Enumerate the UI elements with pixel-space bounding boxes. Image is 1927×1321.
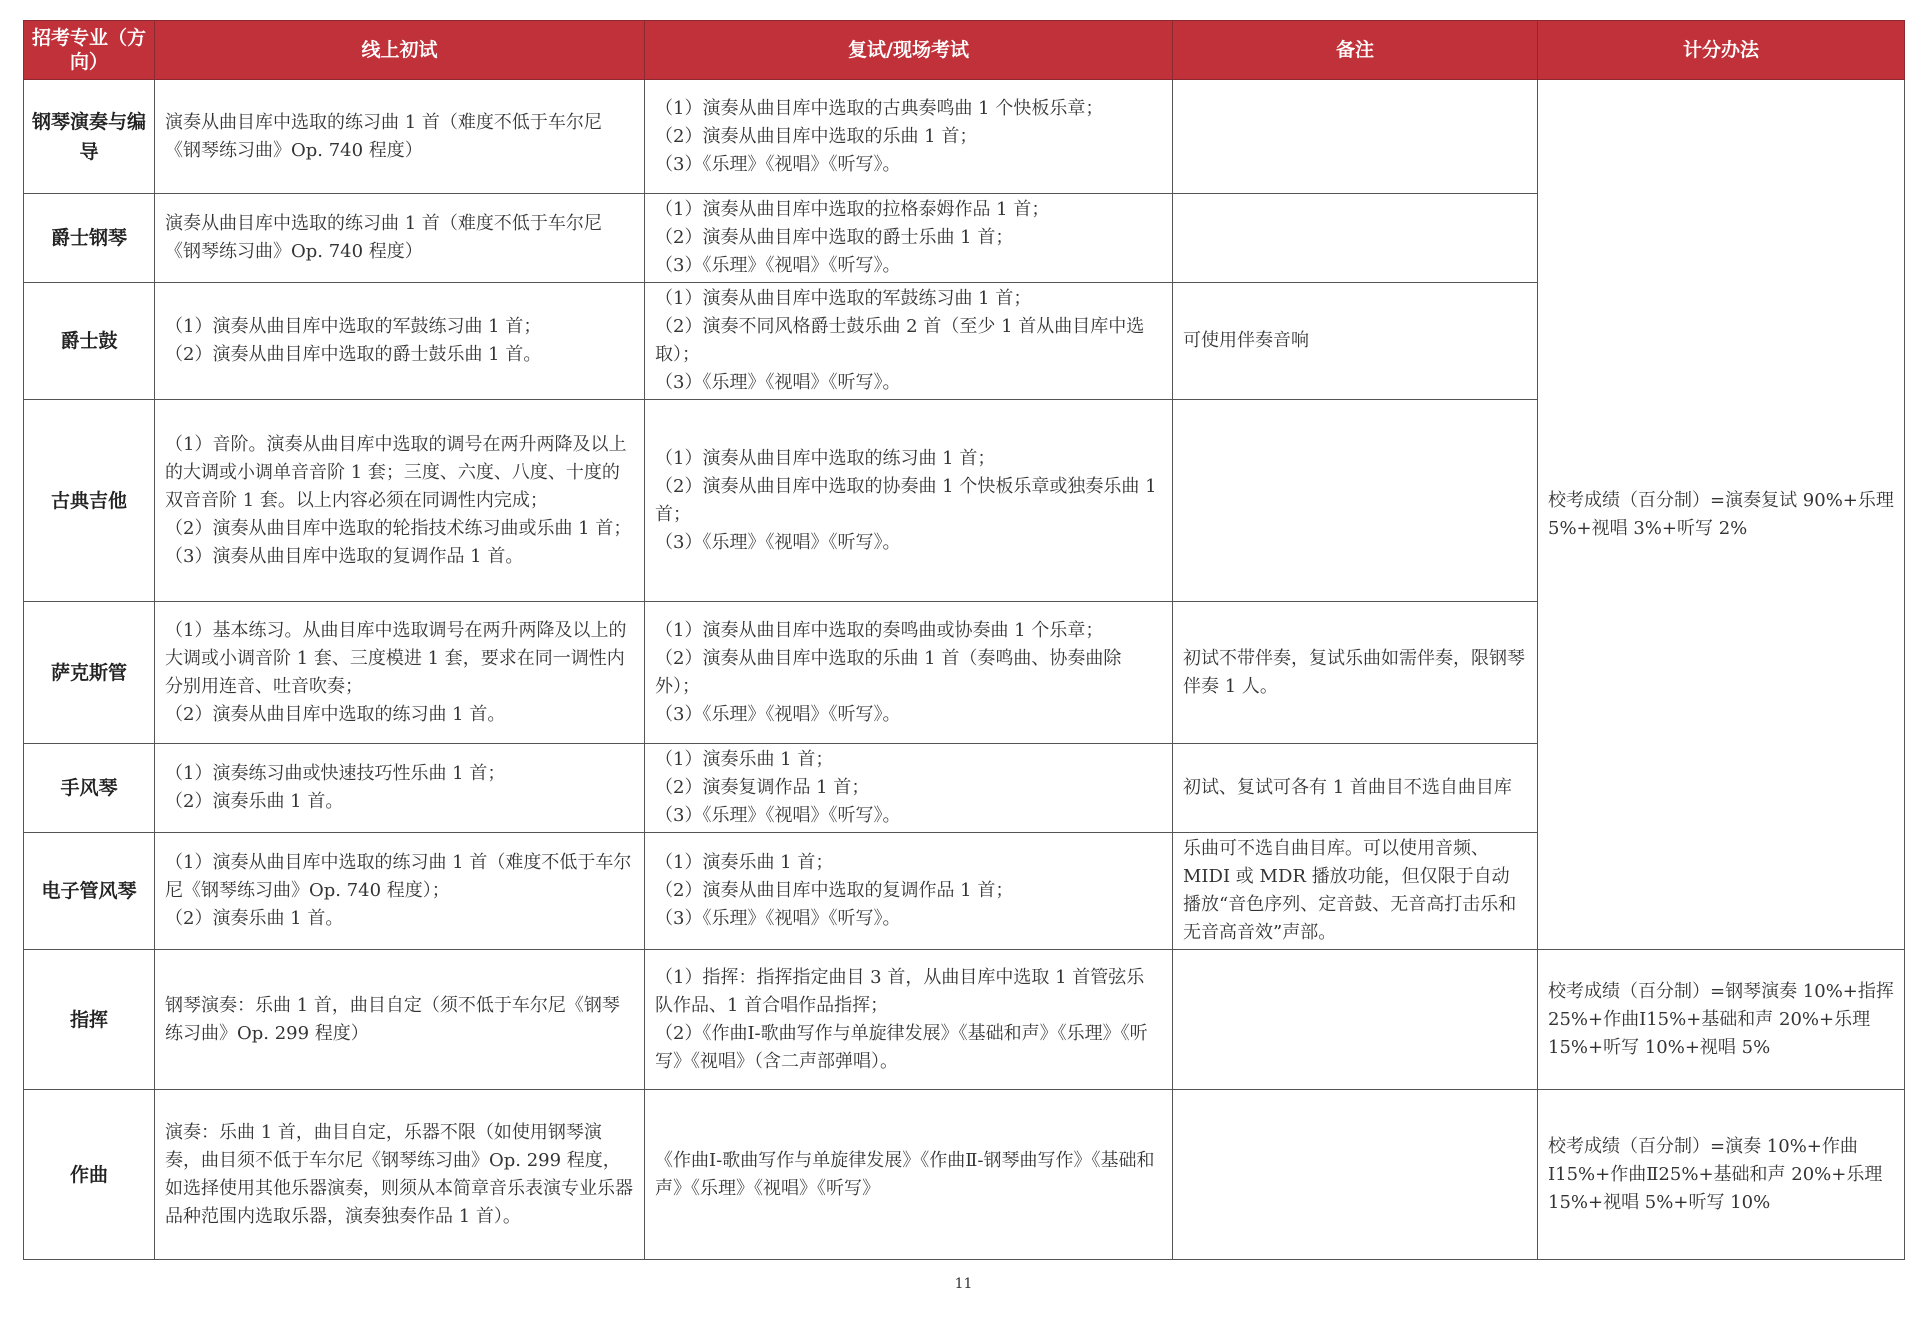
table-row — [24, 1090, 1905, 1260]
onsite-item: （1）演奏乐曲 1 首； — [655, 852, 834, 873]
online-item: （2）演奏乐曲 1 首。 — [165, 908, 344, 929]
remark-cell — [1173, 194, 1538, 283]
remark-cell — [1173, 80, 1538, 194]
online-item: （3）演奏从曲目库中选取的复调作品 1 首。 — [165, 545, 524, 567]
major-cell: 作曲 — [24, 1090, 155, 1260]
remark-item: 初试不带伴奏，复试乐曲如需伴奏，限钢琴伴奏 1 人。 — [1183, 647, 1525, 697]
onsite-item: 《作曲Ⅰ-歌曲写作与单旋律发展》《作曲Ⅱ-钢琴曲写作》《基础和声》《乐理》《视唱》《听写》 — [655, 1149, 1155, 1199]
remark-cell — [1173, 283, 1538, 400]
onsite-item: （3）《乐理》《视唱》《听写》。 — [655, 372, 901, 393]
onsite-item: （1）演奏从曲目库中选取的拉格泰姆作品 1 首； — [655, 199, 1050, 220]
remark-cell — [1173, 400, 1538, 602]
onsite-item: （1）指挥：指挥指定曲目 3 首，从曲目库中选取 1 首管弦乐队作品、1 首合唱作品指挥； — [655, 966, 1145, 1016]
online-cell — [155, 1090, 645, 1260]
onsite-item: （2）演奏从曲目库中选取的爵士乐曲 1 首； — [655, 227, 1014, 248]
header-onsite-exam: 复试/现场考试 — [645, 21, 1173, 80]
online-item: （1）基本练习。从曲目库中选取调号在两升两降及以上的大调或小调音阶 1 套、三度模进 1 套，要求在同一调性内分别用连音、吐音吹奏； — [165, 619, 627, 697]
onsite-item: （2）演奏从曲目库中选取的协奏曲 1 个快板乐章或独奏乐曲 1 首； — [655, 475, 1157, 525]
scoring-cell: 校考成绩（百分制）=演奏 10%+作曲Ⅰ15%+作曲Ⅱ25%+基础和声 20%+乐理 15%+视唱 5%+听写 10% — [1538, 1090, 1905, 1260]
onsite-item: （2）演奏从曲目库中选取的乐曲 1 首（奏鸣曲、协奏曲除外）； — [655, 647, 1122, 697]
major-cell: 古典吉他 — [24, 400, 155, 602]
online-cell — [155, 744, 645, 833]
major-cell: 手风琴 — [24, 744, 155, 833]
remark-item: 可使用伴奏音响 — [1183, 330, 1309, 351]
onsite-cell — [645, 194, 1173, 283]
onsite-cell — [645, 400, 1173, 602]
header-online-exam: 线上初试 — [155, 21, 645, 80]
onsite-cell — [645, 1090, 1173, 1260]
onsite-item: （2）《作曲Ⅰ-歌曲写作与单旋律发展》《基础和声》《乐理》《听写》《视唱》（含二声部弹唱）。 — [655, 1022, 1148, 1072]
online-item: 演奏：乐曲 1 首，曲目自定，乐器不限（如使用钢琴演奏，曲目须不低于车尔尼《钢琴练习曲》Op. 299 程度，如选择使用其他乐器演奏，则须从本简章音乐表演专业乐器品种范围内选取乐器，演奏独奏作品 1 首）。 — [165, 1121, 633, 1227]
onsite-item: （1）演奏从曲目库中选取的军鼓练习曲 1 首； — [655, 288, 1032, 309]
table-row — [24, 80, 1905, 194]
online-item: （2）演奏从曲目库中选取的练习曲 1 首。 — [165, 703, 506, 725]
onsite-item: （2）演奏复调作品 1 首； — [655, 777, 870, 798]
online-item: （2）演奏从曲目库中选取的爵士鼓乐曲 1 首。 — [165, 344, 542, 365]
remark-cell — [1173, 602, 1538, 744]
online-item: 演奏从曲目库中选取的练习曲 1 首（难度不低于车尔尼《钢琴练习曲》Op. 740 程度） — [165, 213, 602, 262]
onsite-cell — [645, 283, 1173, 400]
online-item: （1）音阶。演奏从曲目库中选取的调号在两升两降及以上的大调或小调单音音阶 1 套；三度、六度、八度、十度的双音音阶 1 套。以上内容必须在同调性内完成； — [165, 433, 627, 511]
onsite-item: （3）《乐理》《视唱》《听写》。 — [655, 805, 901, 826]
scoring-cell: 校考成绩（百分制）=钢琴演奏 10%+指挥 25%+作曲Ⅰ15%+基础和声 20%+乐理 15%+听写 10%+视唱 5% — [1538, 950, 1905, 1090]
online-item: 演奏从曲目库中选取的练习曲 1 首（难度不低于车尔尼《钢琴练习曲》Op. 740 程度） — [165, 111, 602, 161]
major-cell: 指挥 — [24, 950, 155, 1090]
online-item: （1）演奏从曲目库中选取的练习曲 1 首（难度不低于车尔尼《钢琴练习曲》Op. 740 程度）； — [165, 852, 632, 901]
onsite-cell — [645, 744, 1173, 833]
remark-cell — [1173, 950, 1538, 1090]
remark-cell — [1173, 1090, 1538, 1260]
remark-cell — [1173, 744, 1538, 833]
onsite-cell — [645, 833, 1173, 950]
header-scoring: 计分办法 — [1538, 21, 1905, 80]
onsite-item: （3）《乐理》《视唱》《听写》。 — [655, 255, 901, 276]
remark-cell — [1173, 833, 1538, 950]
onsite-cell — [645, 80, 1173, 194]
major-cell: 爵士鼓 — [24, 283, 155, 400]
onsite-item: （3）《乐理》《视唱》《听写》。 — [655, 908, 901, 929]
online-item: 钢琴演奏：乐曲 1 首，曲目自定（须不低于车尔尼《钢琴练习曲》Op. 299 程度） — [165, 994, 620, 1044]
onsite-item: （2）演奏从曲目库中选取的复调作品 1 首； — [655, 880, 1014, 901]
major-cell: 电子管风琴 — [24, 833, 155, 950]
online-cell — [155, 194, 645, 283]
onsite-cell — [645, 602, 1173, 744]
online-cell — [155, 80, 645, 194]
onsite-cell — [645, 950, 1173, 1090]
remark-item: 初试、复试可各有 1 首曲目不选自曲目库 — [1183, 777, 1512, 798]
major-cell: 钢琴演奏与编导 — [24, 80, 155, 194]
online-cell — [155, 950, 645, 1090]
onsite-item: （1）演奏从曲目库中选取的练习曲 1 首； — [655, 447, 996, 469]
scoring-cell: 校考成绩（百分制）=演奏复试 90%+乐理 5%+视唱 3%+听写 2% — [1538, 80, 1905, 950]
online-item: （1）演奏练习曲或快速技巧性乐曲 1 首； — [165, 763, 506, 784]
online-cell — [155, 602, 645, 744]
major-cell: 萨克斯管 — [24, 602, 155, 744]
online-item: （1）演奏从曲目库中选取的军鼓练习曲 1 首； — [165, 316, 542, 337]
header-remarks: 备注 — [1173, 21, 1538, 80]
onsite-item: （3）《乐理》《视唱》《听写》。 — [655, 531, 901, 553]
onsite-item: （2）演奏不同风格爵士鼓乐曲 2 首（至少 1 首从曲目库中选取）； — [655, 316, 1145, 365]
onsite-item: （1）演奏乐曲 1 首； — [655, 749, 834, 770]
table-header-row — [24, 21, 1905, 80]
online-cell — [155, 833, 645, 950]
remark-item: 乐曲可不选自曲目库。可以使用音频、MIDI 或 MDR 播放功能，但仅限于自动播放“音色序列、定音鼓、无音高打击乐和无音高音效”声部。 — [1183, 838, 1517, 943]
online-item: （2）演奏从曲目库中选取的轮指技术练习曲或乐曲 1 首； — [165, 517, 632, 539]
onsite-item: （3）《乐理》《视唱》《听写》。 — [655, 703, 901, 725]
online-item: （2）演奏乐曲 1 首。 — [165, 791, 344, 812]
onsite-item: （2）演奏从曲目库中选取的乐曲 1 首； — [655, 125, 978, 147]
admission-table — [23, 20, 1905, 1260]
page-number: 11 — [954, 1276, 973, 1292]
major-cell: 爵士钢琴 — [24, 194, 155, 283]
onsite-item: （1）演奏从曲目库中选取的奏鸣曲或协奏曲 1 个乐章； — [655, 619, 1104, 641]
online-cell — [155, 400, 645, 602]
table-row — [24, 950, 1905, 1090]
onsite-item: （1）演奏从曲目库中选取的古典奏鸣曲 1 个快板乐章； — [655, 97, 1104, 119]
onsite-item: （3）《乐理》《视唱》《听写》。 — [655, 153, 901, 175]
online-cell — [155, 283, 645, 400]
header-major: 招考专业（方向） — [24, 21, 155, 80]
